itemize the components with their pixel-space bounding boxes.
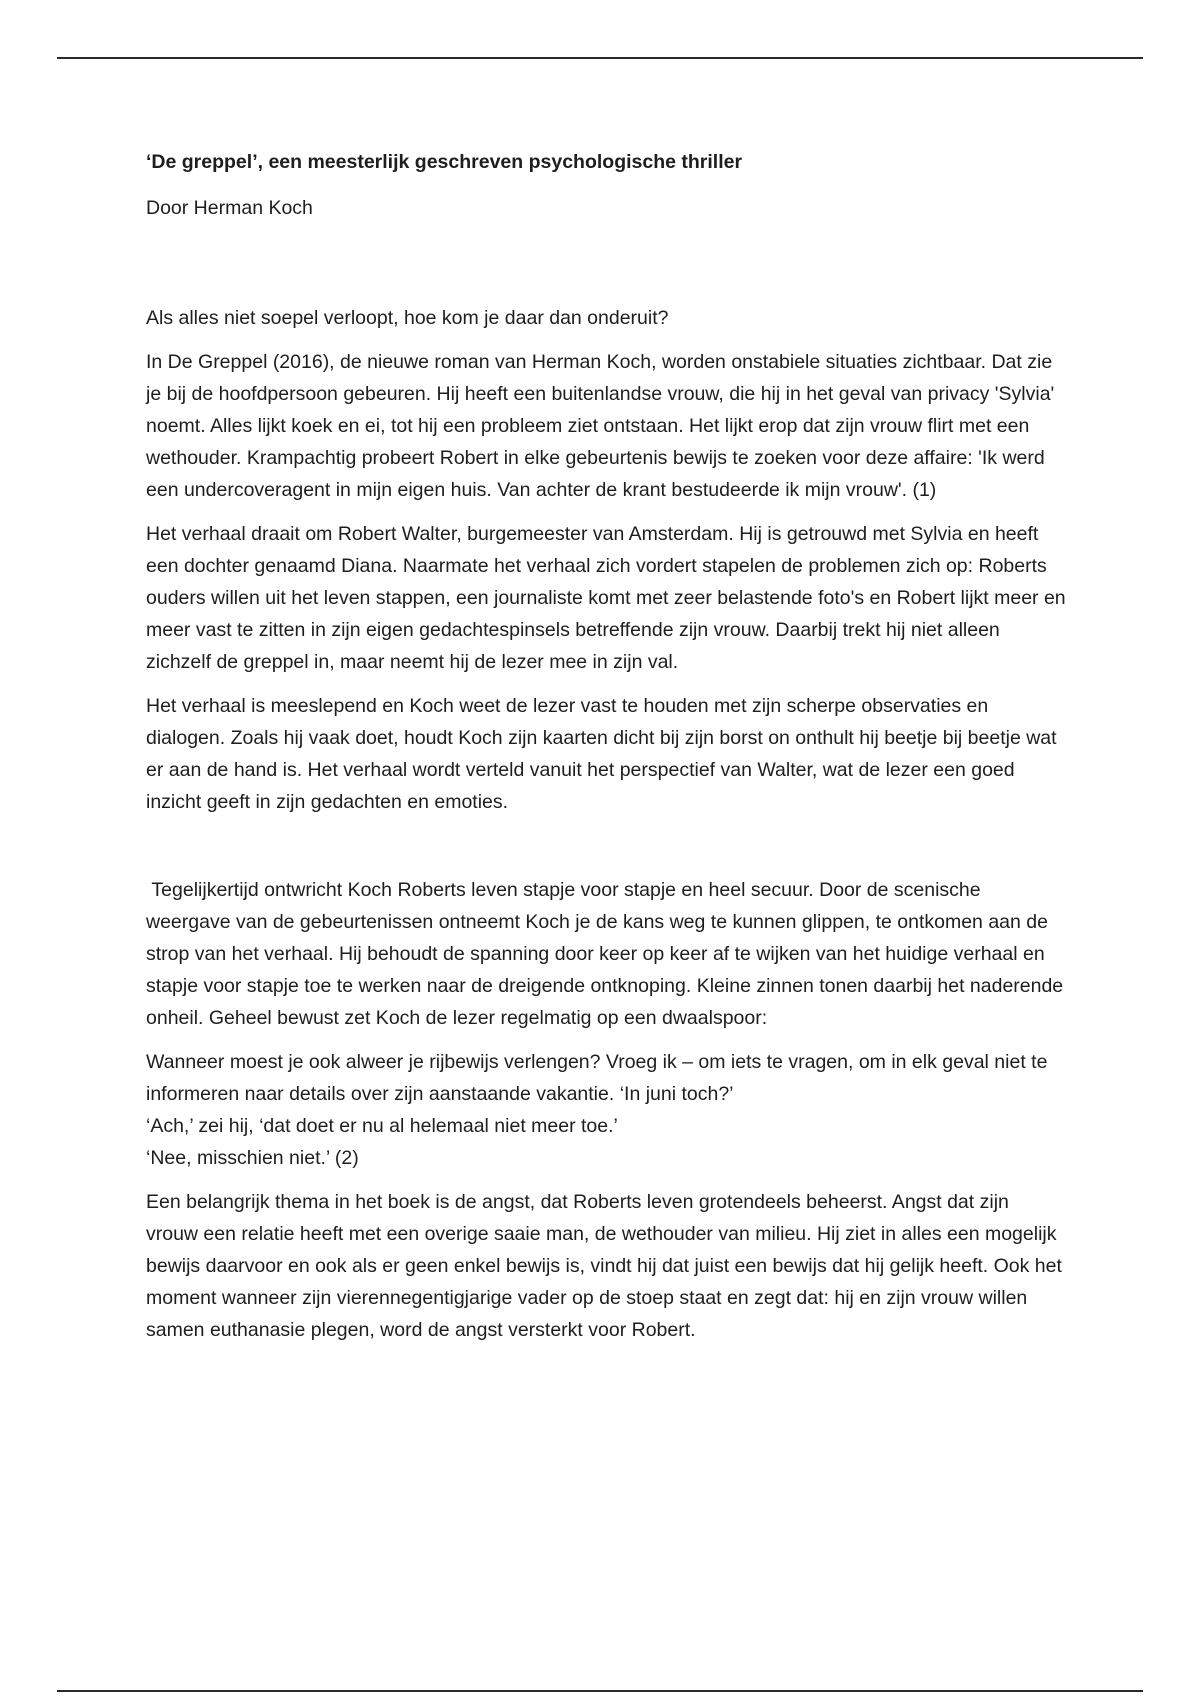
paragraph-tension: Tegelijkertijd ontwricht Koch Roberts leven stapje voor stapje en heel secuur. Door de scenische weergave van de gebeurtenissen ontneemt Koch je de kans weg te kunnen glippen, te ontkomen aan de strop van het verhaal. Hij behoudt de spanning door keer op keer af te wijken van het huidige verhaal en stapje voor stapje toe te werken naar de dreigende ontknoping. Kleine zinnen tonen daarbij het naderende onheil. Geheel bewust zet Koch de lezer regelmatig op een dwaalspoor: xyxy=(146,879,1069,1029)
article-title: ‘De greppel’, een meesterlijk geschreven psychologische thriller xyxy=(146,151,743,173)
article-byline: Door Herman Koch xyxy=(146,197,313,219)
paragraph-summary: In De Greppel (2016), de nieuwe roman van Herman Koch, worden onstabiele situaties zichtbaar. Dat zie je bij de hoofdpersoon gebeuren. Hij heeft een buitenlandse vrouw, die hij in het geval van privacy 'Sylvia' noemt. Alles lijkt koek en ei, tot hij een probleem ziet ontstaan. Het lijkt erop dat zijn vrouw flirt met een wethouder. Krampachtig probeert Robert in elke gebeurtenis bewijs te zoeken voor deze affaire: 'Ik werd een undercoveragent in mijn eigen huis. Van achter de krant bestudeerde ik mijn vrouw'. (1) xyxy=(146,351,1055,501)
footer-divider xyxy=(57,1690,1143,1692)
quote-line: ‘Ach,’ zei hij, ‘dat doet er nu al helemaal niet meer toe.’ xyxy=(146,1115,618,1137)
paragraph-intro-question: Als alles niet soepel verloopt, hoe kom je daar dan onderuit? xyxy=(146,307,669,329)
paragraph-theme: Een belangrijk thema in het boek is de angst, dat Roberts leven grotendeels beheerst. Angst dat zijn vrouw een relatie heeft met een overige saaie man, de wethouder van milieu. Hij ziet in alles een mogelijk bewijs daarvoor en ook als er geen enkel bewijs is, vindt hij dat juist een bewijs dat hij gelijk heeft. Ook het moment wanneer zijn vierennegentigjarige vader op de stoep staat en zegt dat: hij en zijn vrouw willen samen euthanasie plegen, word de angst versterkt voor Robert. xyxy=(146,1191,1062,1341)
quote-line: Wanneer moest je ook alweer je rijbewijs verlengen? Vroeg ik – om iets te vragen, om in elk geval niet te informeren naar details over zijn aanstaande vakantie. ‘In juni toch?’ xyxy=(146,1051,1048,1105)
paragraph-style: Het verhaal is meeslepend en Koch weet de lezer vast te houden met zijn scherpe observaties en dialogen. Zoals hij vaak doet, houdt Koch zijn kaarten dicht bij zijn borst on onthult hij beetje bij beetje wat er aan de hand is. Het verhaal wordt verteld vanuit het perspectief van Walter, wat de lezer een goed inzicht geeft in zijn gedachten en emoties. xyxy=(146,695,1057,813)
article-body xyxy=(146,146,1069,1358)
quote-block xyxy=(146,1046,1066,1174)
paragraph-plot: Het verhaal draait om Robert Walter, burgemeester van Amsterdam. Hij is getrouwd met Sylvia en heeft een dochter genaamd Diana. Naarmate het verhaal zich vordert stapelen de problemen zich op: Roberts ouders willen uit het leven stappen, een journaliste komt met zeer belastende foto's en Robert lijkt meer en meer vast te zitten in zijn eigen gedachtespinsels betreffende zijn vrouw. Daarbij trekt hij niet alleen zichzelf de greppel in, maar neemt hij de lezer mee in zijn val. xyxy=(146,523,1066,673)
header-divider xyxy=(57,57,1143,59)
quote-line: ‘Nee, misschien niet.’ (2) xyxy=(146,1147,359,1169)
